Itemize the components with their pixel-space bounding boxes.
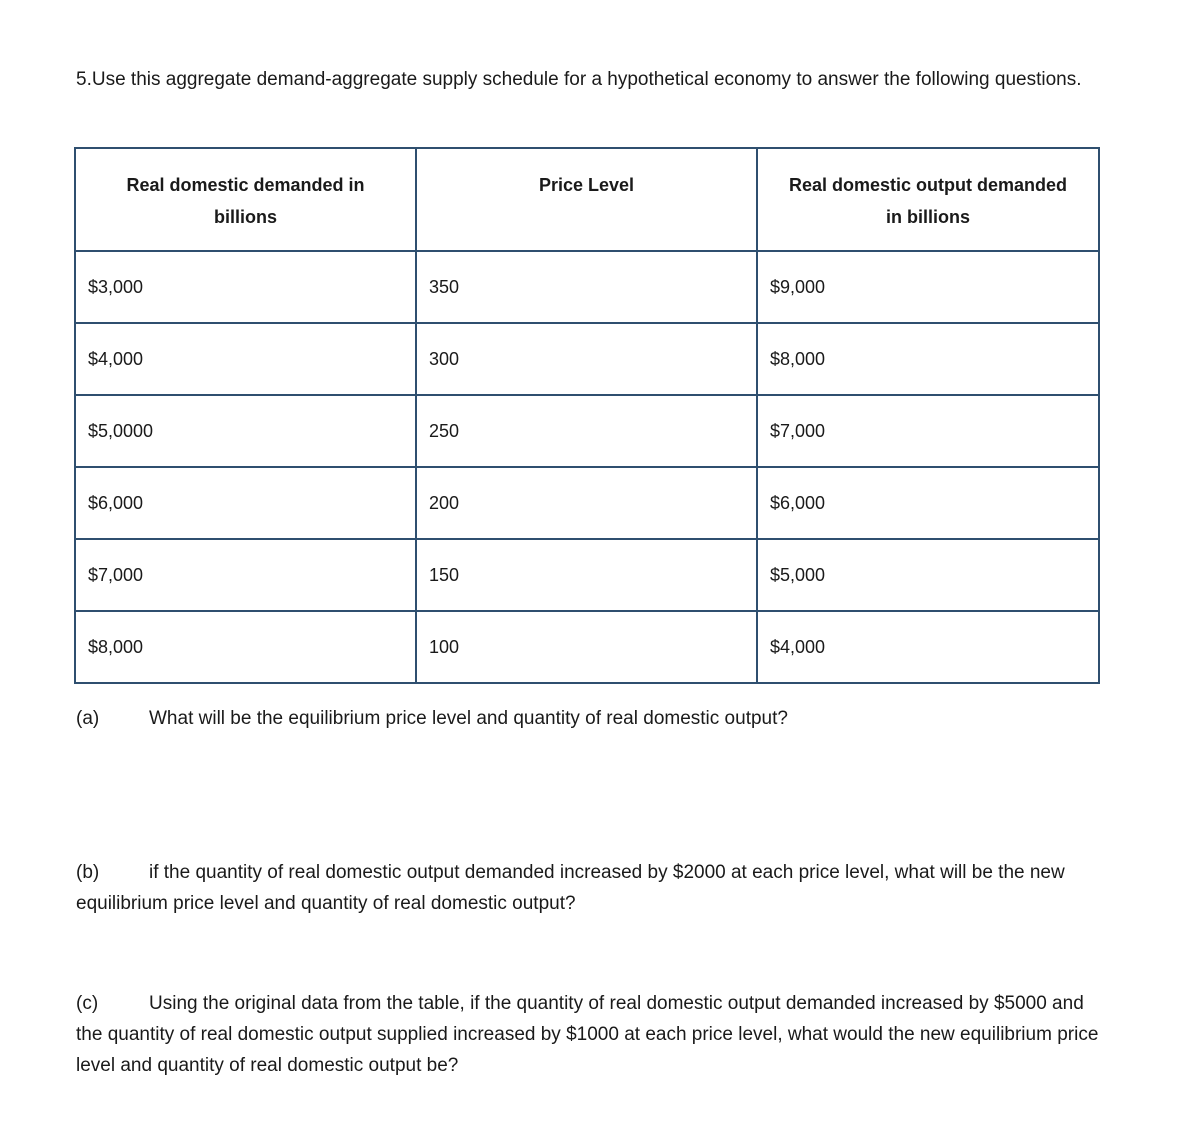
cell-demanded: $6,000	[75, 467, 416, 539]
table-header-row	[75, 148, 1099, 251]
cell-price-level: 200	[416, 467, 757, 539]
cell-price-level: 100	[416, 611, 757, 683]
cell-price-level: 150	[416, 539, 757, 611]
question-b	[76, 857, 1106, 919]
table-row	[75, 395, 1099, 467]
question-b-label: (b)	[76, 862, 100, 883]
ad-as-schedule-table	[74, 147, 1100, 684]
table-row	[75, 467, 1099, 539]
question-intro: 5.Use this aggregate demand-aggregate supply schedule for a hypothetical economy to answer the following questions.	[76, 69, 1082, 90]
cell-output-demanded: $5,000	[757, 539, 1099, 611]
question-a	[76, 703, 1106, 734]
header-real-domestic-demanded: Real domestic demanded in billions	[75, 148, 416, 251]
cell-output-demanded: $7,000	[757, 395, 1099, 467]
cell-demanded: $5,0000	[75, 395, 416, 467]
table-row	[75, 611, 1099, 683]
cell-demanded: $3,000	[75, 251, 416, 323]
cell-demanded: $4,000	[75, 323, 416, 395]
question-a-label: (a)	[76, 708, 100, 729]
table-row	[75, 251, 1099, 323]
cell-price-level: 250	[416, 395, 757, 467]
cell-demanded: $8,000	[75, 611, 416, 683]
cell-output-demanded: $8,000	[757, 323, 1099, 395]
question-b-text: if the quantity of real domestic output demanded increased by $2000 at each price level, what will be the new equilibrium price level and quantity of real domestic output?	[76, 862, 1065, 914]
question-c-label: (c)	[76, 993, 99, 1014]
table-row	[75, 323, 1099, 395]
header-real-output-demanded: Real domestic output demanded in billions	[757, 148, 1099, 251]
cell-output-demanded: $9,000	[757, 251, 1099, 323]
cell-price-level: 300	[416, 323, 757, 395]
cell-demanded: $7,000	[75, 539, 416, 611]
cell-output-demanded: $4,000	[757, 611, 1099, 683]
question-c-text: Using the original data from the table, if the quantity of real domestic output demanded increased by $5000 and the quantity of real domestic output supplied increased by $1000 at each price level, what would the new equilibrium price level and quantity of real domestic output be?	[76, 993, 1099, 1076]
cell-price-level: 350	[416, 251, 757, 323]
table-row	[75, 539, 1099, 611]
cell-output-demanded: $6,000	[757, 467, 1099, 539]
header-price-level: Price Level	[416, 148, 757, 251]
question-c	[76, 988, 1106, 1081]
question-a-text: What will be the equilibrium price level and quantity of real domestic output?	[149, 708, 788, 729]
